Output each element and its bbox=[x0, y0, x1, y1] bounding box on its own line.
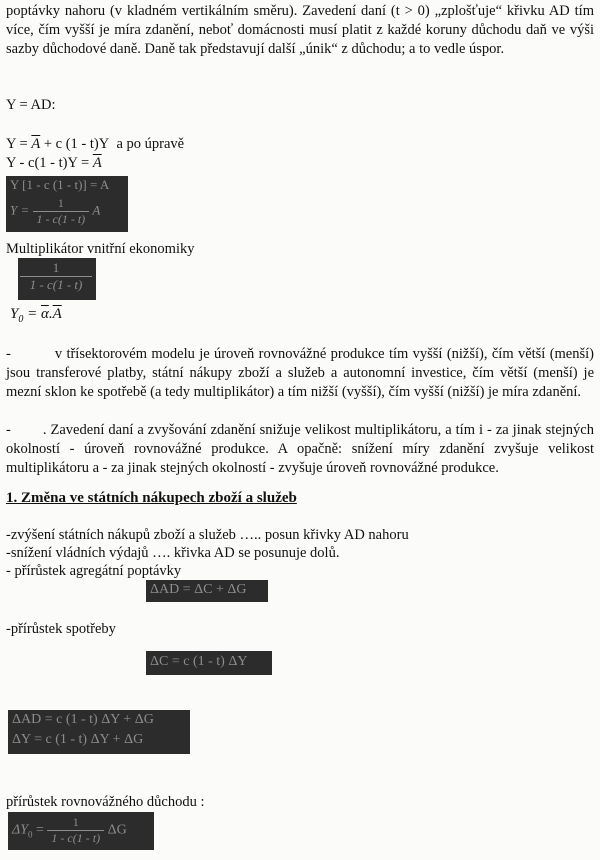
formula-box-multiplier: $\frac{1}{1 - c(1 - t)}$ bbox=[18, 258, 96, 300]
formula-box-delta-system: ΔAD = c (1 - t) ΔY + ΔG ΔY = c (1 - t) ΔY + ΔG bbox=[8, 710, 190, 754]
formula-box-equilibrium: Y [1 - c (1 - t)] = A Y = $\frac{1}{1 - c(1 - t)}$ A bbox=[6, 176, 128, 232]
list-line-2: -snížení vládních výdajů …. křivka AD se posunuje dolů. bbox=[6, 545, 340, 561]
formula-box-equilibrium-income: $\Delta Y_0$ = $\frac{1}{1 - c(1 - t)}$ ΔG bbox=[8, 812, 154, 850]
bullet-tri-sector: - v třísektorovém modelu je úroveň rovnovážné produkce tím vyšší (nižší), čím větší (menší) jsou transferové platby, státní nákupy zboží a služeb a autonomní investice, čím větší (menší) je mezní sklon ke spotřebě (a tedy multiplikátor) a tím nižší (vyšší), čím vyšší (nižší) je míra zdanění. bbox=[6, 346, 594, 400]
formula-box-delta-c: ΔC = c (1 - t) ΔY bbox=[146, 651, 272, 675]
equation-y-equals-ad: Y = AD: bbox=[6, 97, 56, 113]
equation-y0: $Y_0 = \overline{\alpha}.\overline{A}$ bbox=[10, 306, 62, 325]
multiplier-label: Multiplikátor vnitřní ekonomiky bbox=[6, 241, 195, 257]
bullet-taxes: - . Zavedení daní a zvyšování zdanění snižuje velikost multiplikátoru, a tím i - za jinak stejných okolností - úroveň rovnovážné produkce. A opačně: snížení míry zdanění zvyšuje velikost multiplikátoru a - za jinak stejných okolností - zvyšuje úroveň rovnovážné produkce. bbox=[6, 422, 594, 476]
spending-label: -přírůstek spotřeby bbox=[6, 621, 116, 637]
equilibrium-label: přírůstek rovnovážného důchodu : bbox=[6, 794, 205, 810]
formula-box-delta-ad: ΔAD = ΔC + ΔG bbox=[146, 580, 268, 602]
intro-paragraph: poptávky nahoru (v kladném vertikálním směru). Zavedení daní (t > 0) „zplošťuje“ křivku AD tím více, čím vyšší je míra zdanění, neboť domácnosti musí platit z každé koruny důchodu daň ve výši sazby důchodové daně. Daně tak představují další „únik“ z důchodu; a to vedle úspor. bbox=[6, 3, 594, 57]
list-line-1: -zvýšení státních nákupů zboží a služeb ….. posun křivky AD nahoru bbox=[6, 527, 409, 543]
list-line-3: - přírůstek agregátní poptávky bbox=[6, 563, 182, 579]
equation-second: $Y - c(1 - t)Y = \overline{A}$ bbox=[6, 155, 102, 171]
section-heading: 1. Změna ve státních nákupech zboží a služeb bbox=[6, 490, 297, 506]
equation-first: $Y = \overline{A} + c$ (1 - t)Y a po úpravě bbox=[6, 136, 185, 152]
